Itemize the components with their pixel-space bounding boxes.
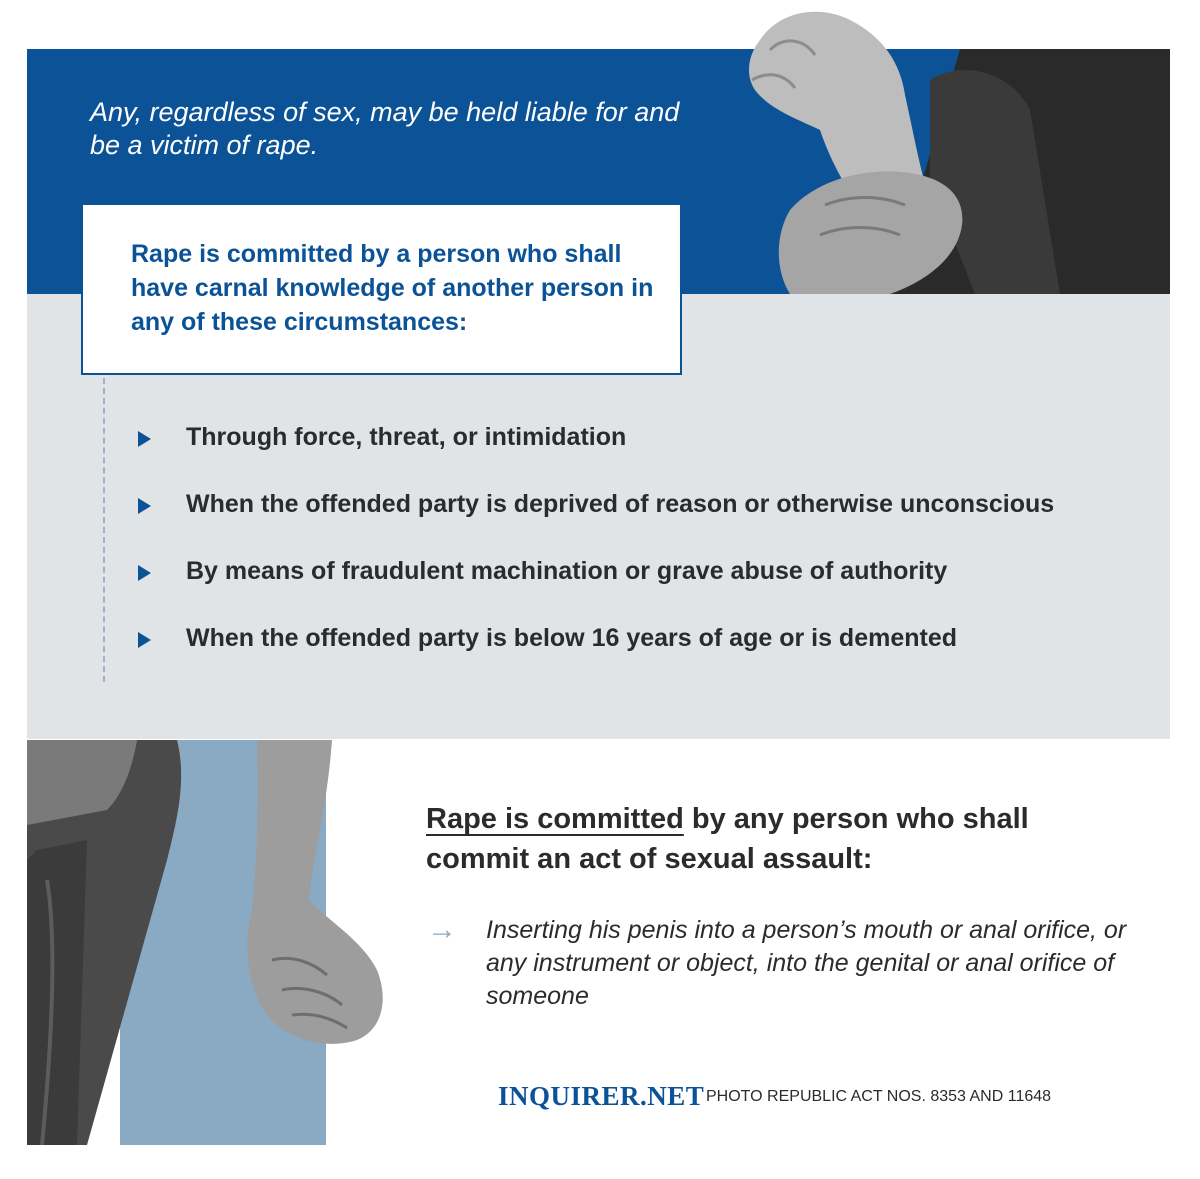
dashed-connector <box>103 378 105 682</box>
circumstances-list <box>136 420 1136 688</box>
arrow-right-icon: → <box>427 913 457 946</box>
list-item <box>136 554 1136 588</box>
sexual-assault-item: Inserting his penis into a person’s mouth or anal orifice, or any instrument or object, into the genital or anal orifice of someone <box>486 916 1127 1010</box>
brand-logo: INQUIRER.NET <box>498 1081 705 1111</box>
triangle-bullet-icon <box>138 632 151 648</box>
sexual-assault-heading-underlined: Rape is committed <box>426 803 684 835</box>
triangle-bullet-icon <box>138 431 151 447</box>
list-item-text: Through force, threat, or intimidation <box>186 423 627 451</box>
sexual-assault-heading <box>426 799 1126 879</box>
wrist-grab-photo <box>730 0 1170 294</box>
list-item-text: When the offended party is deprived of reason or otherwise unconscious <box>186 490 1055 518</box>
list-item <box>136 621 1136 655</box>
list-item <box>136 487 1136 521</box>
definition-box <box>81 203 682 375</box>
list-item-text: When the offended party is below 16 years of age or is demented <box>186 624 958 652</box>
triangle-bullet-icon <box>138 498 151 514</box>
sexual-assault-heading-rest: by any person who shall commit an act of sexual assault: <box>426 803 1029 875</box>
definition-text: Rape is committed by a person who shall have carnal knowledge of another person in any of these circumstances: <box>131 240 654 336</box>
intro-text: Any, regardless of sex, may be held liable for and be a victim of rape. <box>90 97 680 160</box>
triangle-bullet-icon <box>138 565 151 581</box>
list-item-text: By means of fraudulent machination or grave abuse of authority <box>186 557 948 585</box>
photo-credit: PHOTO REPUBLIC ACT NOS. 8353 AND 11648 <box>706 1088 1052 1105</box>
list-item <box>136 420 1136 454</box>
clenched-fist-photo <box>27 740 387 1145</box>
